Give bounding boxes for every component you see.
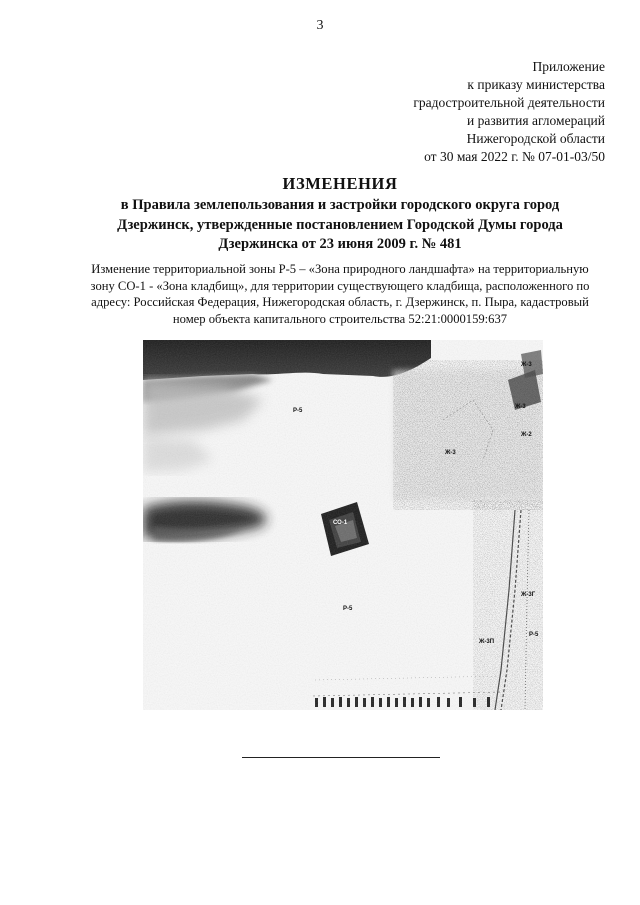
zone-label-r5: Р-5 (529, 632, 539, 638)
appendix-line: Приложение (532, 59, 605, 74)
subtitle-line: Дзержинска от 23 июня 2009 г. № 481 (218, 236, 462, 252)
separator-line (242, 757, 440, 758)
description-line: номер объекта капитального строительства 52:21:0000159:637 (172, 311, 508, 326)
zone-label-r5: Р-5 (343, 606, 353, 612)
zone-label-so1: СО-1 (333, 520, 348, 526)
zone-label-zh3: Ж-3 (521, 362, 532, 368)
appendix-line: Нижегородской области (466, 131, 605, 146)
subtitle-line: Дзержинск, утвержденные постановлением Городской Думы города (117, 216, 563, 233)
zone-label-r5: Р-5 (293, 408, 303, 414)
appendix-line: от 30 мая 2022 г. № 07-01-03/50 (424, 149, 605, 164)
appendix-block (365, 58, 605, 166)
description-line: адресу: Российская Федерация, Нижегородская область, г. Дзержинск, п. Пыра, кадастровый (91, 295, 589, 309)
document-title: ИЗМЕНЕНИЯ (282, 174, 398, 193)
zone-label-zh3g: Ж-3Г (521, 592, 536, 598)
zone-label-zh2: Ж-2 (521, 432, 532, 438)
appendix-line: к приказу министерства (467, 77, 605, 92)
description-line: зону СО-1 - «Зона кладбищ», для территории существующего кладбища, расположенного по (90, 278, 590, 293)
subtitle-line: в Правила землепользования и застройки городского округа город (120, 197, 560, 213)
zoning-map (143, 340, 543, 710)
document-subtitle (60, 196, 620, 255)
zone-label-zh3p: Ж-3П (479, 639, 495, 645)
change-description (60, 261, 620, 327)
zone-label-zh3: Ж-3 (445, 450, 456, 456)
appendix-line: и развития агломераций (466, 113, 605, 128)
description-line: Изменение территориальной зоны Р-5 – «Зона природного ландшафта» на территориальную (91, 262, 589, 276)
zone-label-zh3: Ж-3 (515, 404, 526, 410)
appendix-line: градостроительной деятельности (413, 95, 605, 110)
page-number: 3 (316, 18, 324, 33)
